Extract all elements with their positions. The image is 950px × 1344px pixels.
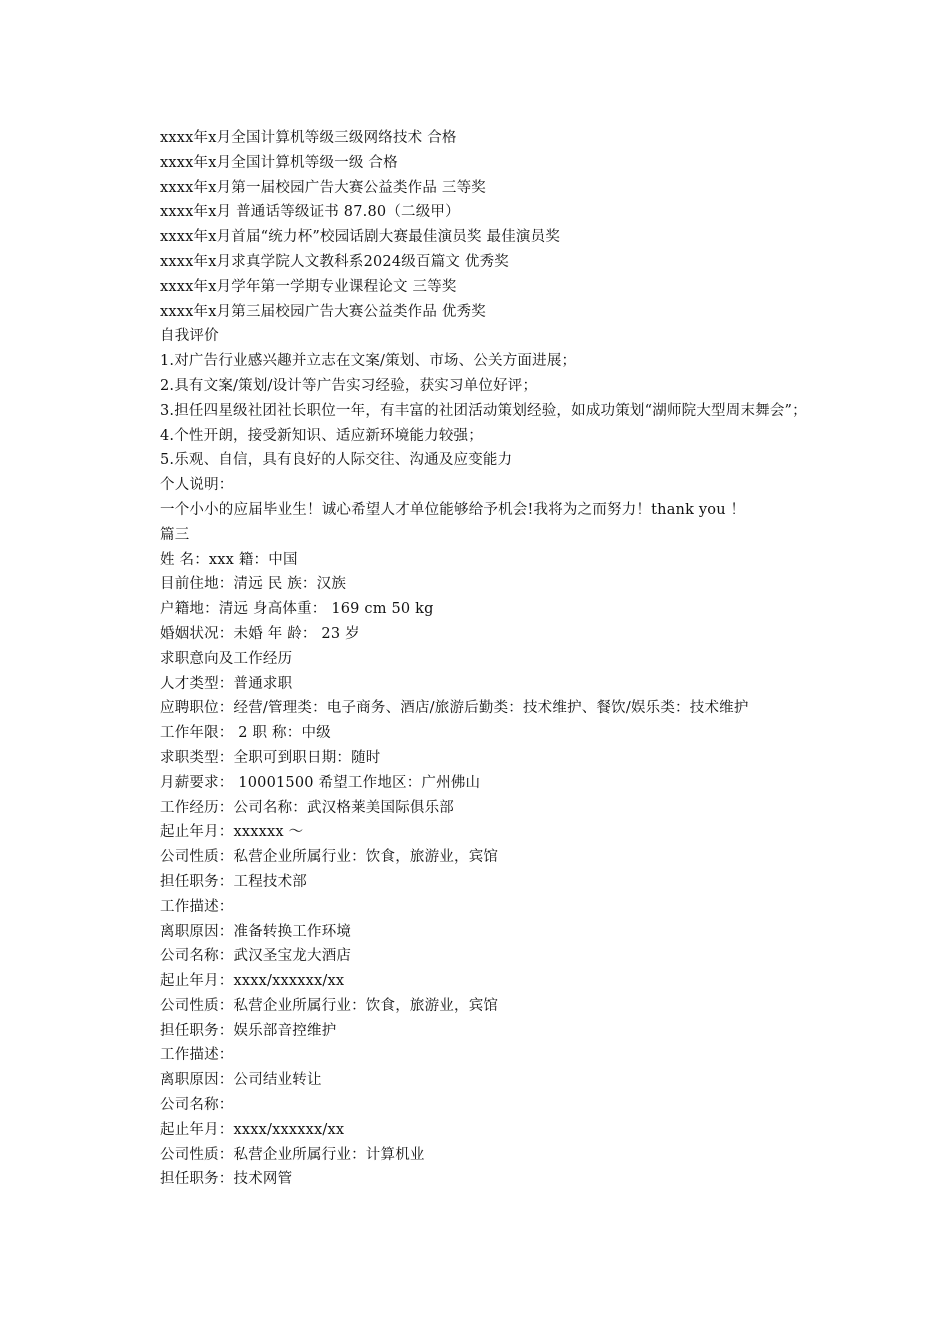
part-three-section	[140, 523, 820, 1193]
job-info-line: 离职原因：准备转换工作环境	[160, 923, 352, 940]
job-info-line: 公司名称：	[160, 1097, 234, 1114]
job-info-line: 月薪要求： 10001500 希望工作地区：广州佛山	[160, 774, 481, 791]
section-heading: 个人说明：	[160, 477, 234, 494]
job-info-line: 人才类型：普通求职	[160, 675, 293, 692]
job-info-line: 担任职务：技术网管	[160, 1171, 293, 1188]
job-info-line: 工作经历：公司名称：武汉格莱美国际俱乐部	[160, 799, 454, 816]
certificate-item: xxxx年x月第三届校园广告大赛公益类作品 优秀奖	[160, 303, 486, 320]
self-evaluation-section	[140, 324, 820, 473]
self-eval-item: 5.乐观、自信，具有良好的人际交往、沟通及应变能力	[160, 452, 513, 469]
job-info-line: 公司性质：私营企业所属行业：计算机业	[160, 1146, 425, 1163]
job-info-line: 起止年月：xxxx/xxxxxx/xx	[160, 973, 345, 990]
job-info-line: 公司性质：私营企业所属行业：饮食，旅游业，宾馆	[160, 849, 499, 866]
certificate-item: xxxx年x月 普通话等级证书 87.80（二级甲）	[160, 204, 460, 221]
section-heading: 求职意向及工作经历	[160, 650, 293, 667]
self-eval-item: 2.具有文案/策划/设计等广告实习经验，获实习单位好评；	[160, 377, 538, 394]
personal-note-section	[140, 473, 820, 523]
basic-info-line: 姓 名：xxx 籍：中国	[160, 551, 298, 568]
document-body	[140, 126, 820, 1192]
basic-info-line: 目前住地：清远 民 族：汉族	[160, 576, 347, 593]
certificate-list	[140, 126, 820, 324]
job-info-line: 公司名称：武汉圣宝龙大酒店	[160, 948, 352, 965]
job-info-line: 工作描述：	[160, 898, 234, 915]
job-info-line: 求职类型：全职可到职日期：随时	[160, 749, 381, 766]
basic-info-line: 户籍地：清远 身高体重： 169 cm 50 kg	[160, 601, 434, 618]
job-info-line: 公司性质：私营企业所属行业：饮食，旅游业，宾馆	[160, 997, 499, 1014]
job-info-line: 工作描述：	[160, 1047, 234, 1064]
personal-note-text: 一个小小的应届毕业生！诚心希望人才单位能够给予机会!我将为之而努力！thank you ！	[160, 501, 746, 518]
basic-info-line: 婚姻状况：未婚 年 龄： 23 岁	[160, 625, 360, 642]
certificate-item: xxxx年x月学年第一学期专业课程论文 三等奖	[160, 278, 457, 295]
job-info-line: 工作年限： 2 职 称：中级	[160, 725, 331, 742]
job-info-line: 离职原因：公司结业转让	[160, 1072, 322, 1089]
part-heading: 篇三	[160, 526, 190, 543]
certificate-item: xxxx年x月全国计算机等级三级网络技术 合格	[160, 130, 457, 146]
certificate-item: xxxx年x月全国计算机等级一级 合格	[160, 154, 398, 171]
job-info-line: 担任职务：工程技术部	[160, 873, 307, 890]
certificate-item: xxxx年x月第一届校园广告大赛公益类作品 三等奖	[160, 179, 486, 196]
self-eval-item: 1.对广告行业感兴趣并立志在文案/策划、市场、公关方面进展；	[160, 353, 577, 370]
job-info-line: 起止年月：xxxx/xxxxxx/xx	[160, 1121, 345, 1138]
self-eval-item: 4.个性开朗，接受新知识、适应新环境能力较强；	[160, 427, 483, 444]
job-info-line: 担任职务：娱乐部音控维护	[160, 1022, 337, 1039]
certificate-item: xxxx年x月求真学院人文教科系2024级百篇文 优秀奖	[160, 253, 509, 270]
self-eval-item: 3.担任四星级社团社长职位一年，有丰富的社团活动策划经验，如成功策划“湖师院大型周末舞会”；	[160, 402, 807, 419]
job-info-line: 应聘职位：经营/管理类：电子商务、酒店/旅游后勤类：技术维护、餐饮/娱乐类：技术维护	[160, 700, 749, 717]
job-info-line: 起止年月：xxxxxx ～	[160, 824, 304, 841]
certificate-item: xxxx年x月首届“统力杯”校园话剧大赛最佳演员奖 最佳演员奖	[160, 229, 561, 246]
section-heading: 自我评价	[160, 328, 219, 345]
